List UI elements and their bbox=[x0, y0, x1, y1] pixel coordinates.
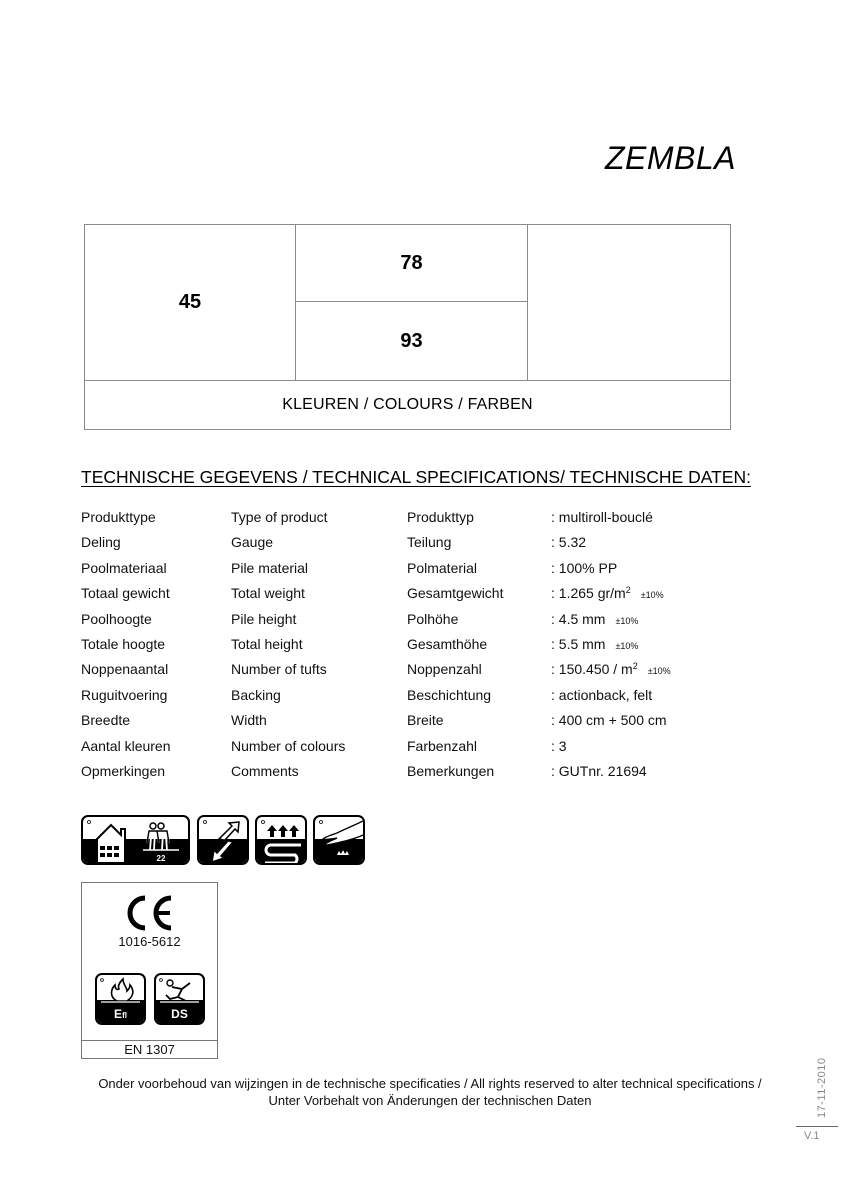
spec-value: : 4.5 mm bbox=[551, 610, 606, 627]
spec-label-de: Gesamthöhe bbox=[407, 636, 488, 652]
colour-table bbox=[84, 224, 731, 430]
document-version: V.1 bbox=[804, 1130, 820, 1142]
unit-superscript: 2 bbox=[632, 661, 638, 672]
fire-class-main: E bbox=[114, 1007, 123, 1021]
spec-label-nl: Poolhoogte bbox=[81, 610, 152, 627]
colour-code-cell: 93 bbox=[400, 329, 423, 352]
slip-class-label: DS bbox=[171, 1007, 188, 1021]
disclaimer bbox=[60, 1075, 800, 1109]
fire-class-sub: fl bbox=[122, 1011, 127, 1020]
spec-value-cell bbox=[551, 636, 638, 652]
spec-value-cell bbox=[551, 585, 664, 601]
spec-label-de: Produkttyp bbox=[407, 509, 474, 525]
spec-label-en: Width bbox=[231, 712, 267, 729]
tolerance: ±10% bbox=[615, 615, 639, 626]
spec-label-nl: Poolmateriaal bbox=[81, 559, 167, 576]
spec-value-cell bbox=[551, 738, 567, 754]
spec-label-de: Gesamtgewicht bbox=[407, 585, 504, 602]
collection-title: ZEMBLA bbox=[604, 140, 736, 176]
spec-value-cell bbox=[551, 763, 647, 779]
spec-label-en: Comments bbox=[231, 763, 299, 779]
specifications-heading: TECHNISCHE GEGEVENS / TECHNICAL SPECIFICATIONS/ TECHNISCHE DATEN: bbox=[81, 467, 751, 487]
notified-body-number: 1016-5612 bbox=[118, 934, 181, 949]
tolerance: ±10% bbox=[640, 590, 664, 601]
spec-label-en: Pile height bbox=[231, 610, 297, 627]
spec-label-en: Total height bbox=[231, 636, 303, 652]
spec-value-cell bbox=[551, 509, 653, 525]
spec-value-cell bbox=[551, 661, 671, 677]
colour-table-label: KLEUREN / COLOURS / FARBEN bbox=[85, 380, 730, 429]
spec-label-nl: Breedte bbox=[81, 712, 131, 729]
spec-label-nl: Opmerkingen bbox=[81, 763, 166, 779]
colour-code-cell: 45 bbox=[85, 225, 296, 380]
spec-label-en: Type of product bbox=[231, 509, 328, 525]
spec-value-cell bbox=[551, 687, 652, 703]
standard-label: EN 1307 bbox=[82, 1040, 217, 1058]
spec-label-en: Number of colours bbox=[231, 737, 346, 754]
spec-label-en: Number of tufts bbox=[231, 661, 327, 678]
spec-label-nl: Noppenaantal bbox=[81, 661, 169, 678]
spec-value: : GUTnr. 21694 bbox=[551, 763, 647, 779]
spec-label-de: Beschichtung bbox=[407, 686, 492, 703]
antistatic-icon bbox=[197, 815, 249, 865]
spec-label-en: Backing bbox=[231, 686, 281, 703]
residential-use-icon bbox=[81, 815, 190, 865]
spec-value-cell bbox=[551, 712, 667, 728]
colour-code-cell: 78 bbox=[296, 225, 527, 302]
spec-value: : 100% PP bbox=[551, 559, 618, 576]
spec-label-en: Total weight bbox=[231, 585, 305, 602]
spec-label-de: Noppenzahl bbox=[407, 661, 482, 678]
spec-label-nl: Totale hoogte bbox=[81, 636, 166, 652]
spec-label-nl: Totaal gewicht bbox=[81, 585, 170, 602]
document-date: 17-11-2010 bbox=[816, 1057, 828, 1118]
divider bbox=[796, 1126, 838, 1127]
spec-label-nl: Deling bbox=[81, 534, 121, 551]
spec-value-cell bbox=[551, 534, 586, 550]
spec-value: : 1.265 gr/m bbox=[551, 585, 626, 602]
ce-mark-icon bbox=[82, 895, 217, 936]
spec-label-de: Bemerkungen bbox=[407, 763, 495, 779]
spec-value: : 5.5 mm bbox=[551, 636, 606, 652]
spec-label-de: Farbenzahl bbox=[407, 737, 478, 754]
slip-resistance-icon bbox=[154, 973, 205, 1025]
document-version-stamp bbox=[790, 1050, 840, 1142]
spec-label-en: Pile material bbox=[231, 559, 309, 576]
spec-value: : 5.32 bbox=[551, 534, 587, 551]
spec-value: : 150.450 / m bbox=[551, 661, 633, 678]
spec-label-nl: Ruguitvoering bbox=[81, 686, 168, 703]
svg-text:22: 22 bbox=[156, 854, 166, 863]
spec-value: : actionback, felt bbox=[551, 686, 653, 703]
tolerance: ±10% bbox=[647, 666, 671, 677]
colour-empty-cell bbox=[527, 225, 730, 380]
spec-value-cell bbox=[551, 611, 638, 627]
spec-label-nl: Produkttype bbox=[81, 509, 156, 525]
spec-label-de: Breite bbox=[407, 712, 444, 729]
fire-class-icon bbox=[95, 973, 146, 1025]
ce-certification-box bbox=[81, 882, 218, 1059]
spec-value: : multiroll-bouclé bbox=[551, 509, 653, 525]
disclaimer-line-1: Onder voorbehoud van wijzingen in de technische specificaties / All rights reserved to alter technical specifications / bbox=[98, 1076, 762, 1091]
spec-value: : 400 cm + 500 cm bbox=[551, 712, 667, 729]
spec-value: : 3 bbox=[551, 737, 567, 754]
underfloor-heating-icon bbox=[255, 815, 307, 865]
spec-label-nl: Aantal kleuren bbox=[81, 737, 171, 754]
disclaimer-line-2: Unter Vorbehalt von Änderungen der technischen Daten bbox=[268, 1093, 592, 1108]
spec-label-en: Gauge bbox=[231, 534, 274, 551]
spec-value-cell bbox=[551, 560, 617, 576]
spec-label-de: Polmaterial bbox=[407, 559, 478, 576]
tolerance: ±10% bbox=[615, 641, 639, 651]
unit-superscript: 2 bbox=[625, 585, 631, 596]
spec-label-de: Polhöhe bbox=[407, 610, 459, 627]
comfort-icon bbox=[313, 815, 365, 865]
spec-label-de: Teilung bbox=[407, 534, 452, 551]
